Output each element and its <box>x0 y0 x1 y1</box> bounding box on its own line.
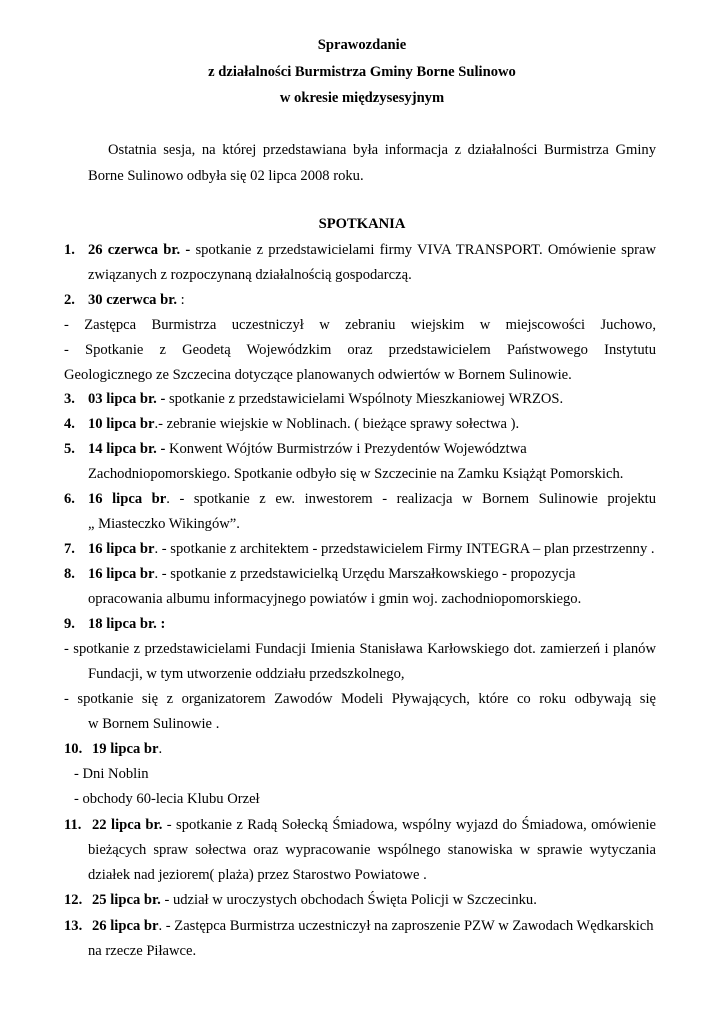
sub-item: - Dni Noblin <box>74 766 149 782</box>
list-item <box>64 917 656 935</box>
item-date: 16 lipca br <box>88 566 155 582</box>
item-text: Konwent Wójtów Burmistrzów i Prezydentów Województwa <box>165 441 527 457</box>
item-number: 11. <box>64 817 82 833</box>
item-date: 25 lipca br. <box>92 892 161 908</box>
sub-item: - obchody 60-lecia Klubu Orzeł <box>74 791 260 807</box>
item-number: 9. <box>64 616 75 632</box>
item-number: 13. <box>64 918 83 934</box>
item-number: 8. <box>64 566 75 582</box>
item-continuation: bieżących spraw sołectwa oraz wypracowanie wspólnego stanowiska w sprawie wytyczania <box>88 842 656 858</box>
item-continuation: „ Miasteczko Wikingów”. <box>88 516 240 532</box>
sub-item: - Zastępca Burmistrza uczestniczył w zebraniu wiejskim w miejscowości Juchowo, <box>64 317 656 333</box>
item-number: 3. <box>64 391 75 407</box>
sub-item-continuation: w Bornem Sulinowie . <box>88 716 220 732</box>
document-title: Sprawozdanie <box>317 37 407 53</box>
item-continuation: na rzecze Piławce. <box>88 943 197 959</box>
item-continuation: Zachodniopomorskiego. Spotkanie odbyło się w Szczecinie na Zamku Książąt Pomorskich. <box>88 466 624 482</box>
sub-item-continuation: Geologicznego ze Szczecina dotyczące planowanych odwiertów w Bornem Sulinowie. <box>64 367 572 383</box>
item-text: . <box>158 741 163 757</box>
item-date: 26 czerwca br. - <box>88 242 191 258</box>
item-date: 16 lipca br <box>88 491 167 507</box>
list-item <box>64 740 656 758</box>
item-number: 5. <box>64 441 75 457</box>
item-number: 4. <box>64 416 75 432</box>
item-text: - spotkanie z Radą Sołecką Śmiadowa, wspólny wyjazd do Śmiadowa, omówienie <box>162 817 656 833</box>
item-continuation: związanych z rozpoczynaną działalnością gospodarczą. <box>88 267 412 283</box>
item-number: 10. <box>64 741 83 757</box>
item-number: 7. <box>64 541 75 557</box>
item-continuation: działek nad jeziorem( plaża) przez Starostwo Powiatowe . <box>88 867 427 883</box>
list-item <box>64 440 656 458</box>
item-text: spotkanie z przedstawicielami Wspólnoty Mieszkaniowej WRZOS. <box>165 391 564 407</box>
list-item <box>64 241 656 259</box>
item-date: 19 lipca br <box>92 741 159 757</box>
item-text: . - spotkanie z architektem - przedstawicielem Firmy INTEGRA – plan przestrzenny . <box>154 541 655 557</box>
item-number: 6. <box>64 491 75 507</box>
item-number: 1. <box>64 242 75 258</box>
item-number: 12. <box>64 892 83 908</box>
list-item <box>64 490 656 508</box>
section-heading: SPOTKANIA <box>318 216 406 232</box>
item-date: 10 lipca br <box>88 416 155 432</box>
intro-line-1: Ostatnia sesja, na której przedstawiana była informacja z działalności Burmistrza Gminy <box>108 142 656 158</box>
item-text: spotkanie z przedstawicielami firmy VIVA TRANSPORT. Omówienie spraw <box>190 242 656 258</box>
item-date: 03 lipca br. - <box>88 391 166 407</box>
item-number: 2. <box>64 292 75 308</box>
item-date: 16 lipca br <box>88 541 155 557</box>
list-item <box>64 891 656 909</box>
list-item <box>64 390 656 408</box>
item-text: - udział w uroczystych obchodach Święta Policji w Szczecinku. <box>160 892 537 908</box>
sub-item-continuation: Fundacji, w tym utworzenie oddziału przedszkolnego, <box>88 666 405 682</box>
item-date: 14 lipca br. - <box>88 441 166 457</box>
list-item <box>64 615 656 633</box>
intro-line-2: Borne Sulinowo odbyła się 02 lipca 2008 roku. <box>88 168 364 184</box>
document-period: w okresie międzysesyjnym <box>279 90 445 106</box>
item-continuation: opracowania albumu informacyjnego powiatów i gmin woj. zachodniopomorskiego. <box>88 591 582 607</box>
item-text: . - spotkanie z ew. inwestorem - realizacja w Bornem Sulinowie projektu <box>166 491 657 507</box>
item-text: . - Zastępca Burmistrza uczestniczył na zaproszenie PZW w Zawodach Wędkarskich <box>158 918 654 934</box>
item-date: 18 lipca br. : <box>88 616 166 632</box>
item-date: 22 lipca br. <box>92 817 163 833</box>
list-item <box>64 415 656 433</box>
item-date: 26 lipca br <box>92 918 159 934</box>
sub-item: - spotkanie z przedstawicielami Fundacji Imienia Stanisława Karłowskiego dot. zamierzeń i planów <box>64 641 656 657</box>
item-text: . - spotkanie z przedstawicielką Urzędu Marszałkowskiego - propozycja <box>154 566 576 582</box>
item-text: .- zebranie wiejskie w Noblinach. ( bieżące sprawy sołectwa ). <box>154 416 520 432</box>
document-subtitle: z działalności Burmistrza Gminy Borne Sulinowo <box>208 64 516 80</box>
sub-item: - Spotkanie z Geodetą Wojewódzkim oraz przedstawicielem Państwowego Instytutu <box>64 342 656 358</box>
item-date: 30 czerwca br. <box>88 292 178 308</box>
sub-item: - spotkanie się z organizatorem Zawodów Modeli Pływających, które co roku odbywają się <box>64 691 656 707</box>
list-item <box>64 565 656 583</box>
list-item <box>64 816 656 834</box>
item-text: : <box>177 292 185 308</box>
list-item <box>64 540 656 558</box>
list-item <box>64 291 656 309</box>
